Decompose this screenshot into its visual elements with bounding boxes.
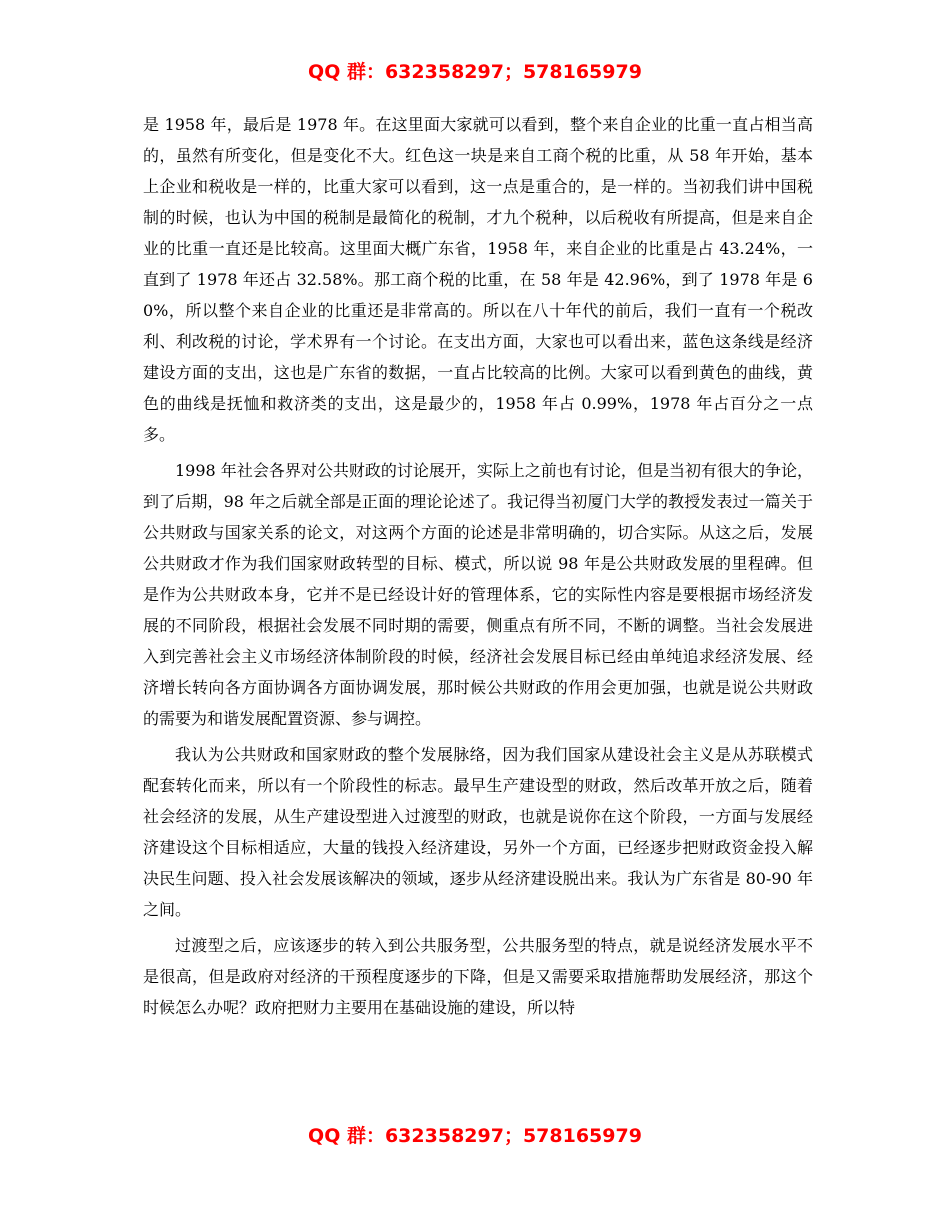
paragraph-3: 我认为公共财政和国家财政的整个发展脉络，因为我们国家从建设社会主义是从苏联模式配套转化而来，所以有一个阶段性的标志。最早生产建设型的财政，然后改革开放之后，随着社会经济的发展，从生产建设型进入过渡型的财政，也就是说你在这个阶段，一方面与发展经济建设这个目标相适应，大量的钱投入经济建设，另外一个方面，已经逐步把财政资金投入解决民生问题、投入社会发展该解决的领域，逐步从经济建设脱出来。我认为广东省是 80-90 年之间。	[143, 745, 813, 919]
paragraph-2: 1998 年社会各界对公共财政的讨论展开，实际上之前也有讨论，但是当初有很大的争论，到了后期，98 年之后就全部是正面的理论论述了。我记得当初厦门大学的教授发表过一篇关于公共财政与国家关系的论文，对这两个方面的论述是非常明确的，切合实际。从这之后，发展公共财政才作为我们国家财政转型的目标、模式，所以说 98 年是公共财政发展的里程碑。但是作为公共财政本身，它并不是已经设计好的管理体系，它的实际性内容是要根据市场经济发展的不同阶段，根据社会发展不同时期的需要，侧重点有所不同，不断的调整。当社会发展进入到完善社会主义市场经济体制阶段的时候，经济社会发展目标已经由单纯追求经济发展、经济增长转向各方面协调各方面协调发展，那时候公共财政的作用会更加强，也就是说公共财政的需要为和谐发展配置资源、参与调控。	[143, 461, 813, 728]
document-body	[143, 109, 813, 1023]
paragraph-4: 过渡型之后，应该逐步的转入到公共服务型，公共服务型的特点，就是说经济发展水平不是很高，但是政府对经济的干预程度逐步的下降，但是又需要采取措施帮助发展经济，那这个时候怎么办呢？政府把财力主要用在基础设施的建设，所以特	[143, 936, 813, 1017]
footer-qq-banner: QQ 群：632358297；578165979	[308, 1125, 642, 1147]
paragraph-1: 是 1958 年，最后是 1978 年。在这里面大家就可以看到，整个来自企业的比重一直占相当高的，虽然有所变化，但是变化不大。红色这一块是来自工商个税的比重，从 58 年开始，基本上企业和税收是一样的，比重大家可以看到，这一点是重合的，是一样的。当初我们讲中国税制的时候，也认为中国的税制是最简化的税制，才九个税种，以后税收有所提高，但是来自企业的比重一直还是比较高。这里面大概广东省，1958 年，来自企业的比重是占 43.24%，一直到了 1978 年还占 32.58%。那工商个税的比重，在 58 年是 42.96%，到了 1978 年是 60%，所以整个来自企业的比重还是非常高的。所以在八十年代的前后，我们一直有一个税改利、利改税的讨论，学术界有一个讨论。在支出方面，大家也可以看出来，蓝色这条线是经济建设方面的支出，这也是广东省的数据，一直占比较高的比例。大家可以看到黄色的曲线，黄色的曲线是抚恤和救济类的支出，这是最少的，1958 年占 0.99%，1978 年占百分之一点多。	[143, 115, 813, 444]
header-qq-banner: QQ 群：632358297；578165979	[308, 61, 642, 83]
